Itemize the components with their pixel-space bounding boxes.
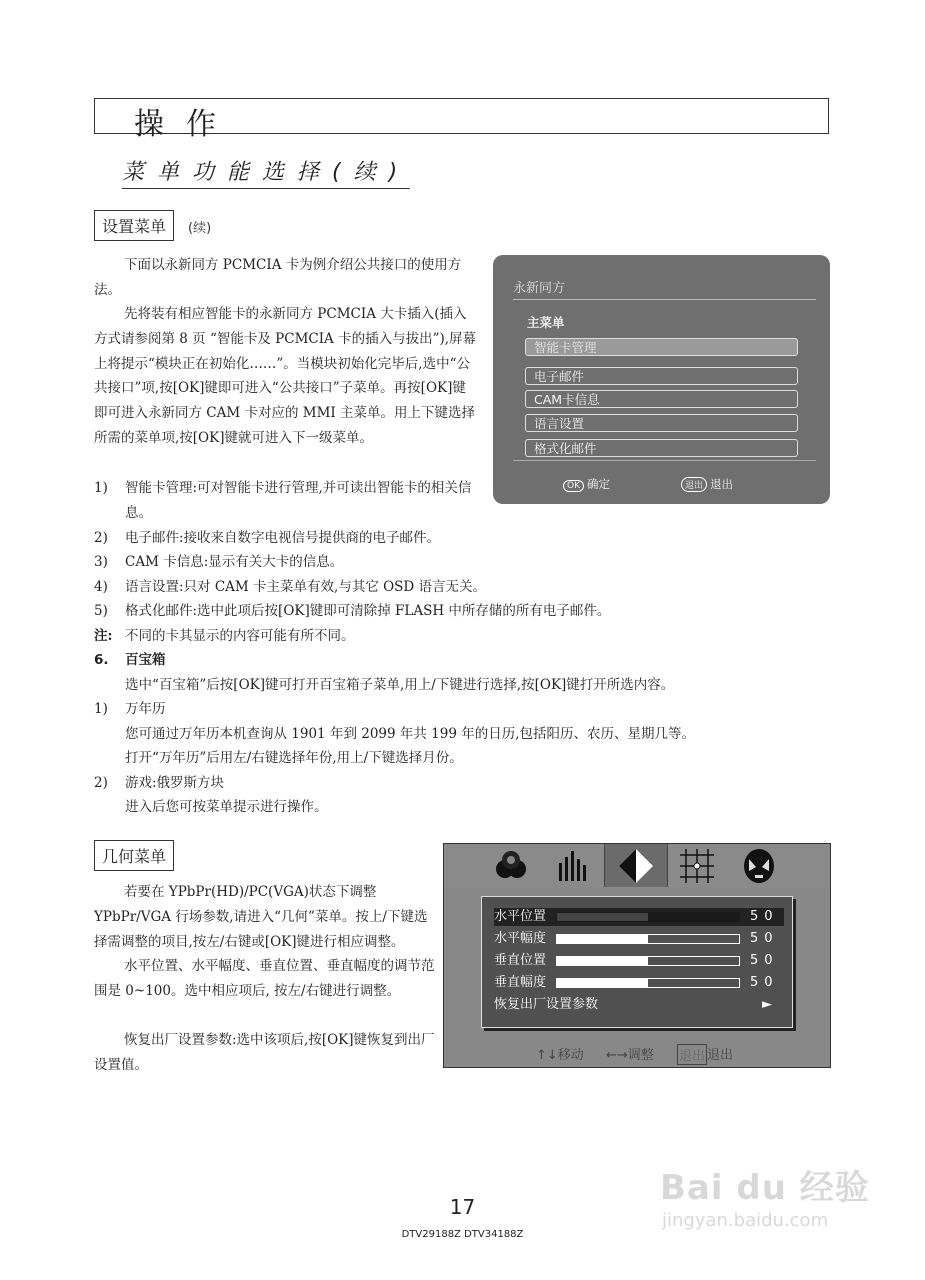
slider[interactable] — [556, 912, 740, 922]
ok-hint[interactable] — [563, 476, 610, 492]
geometry-paragraph-3: 恢复出厂设置参数:选中该项后,按[OK]键恢复到出厂设置值。 — [94, 1032, 435, 1073]
section-6-title: 百宝箱 — [125, 652, 166, 668]
cam-item-email[interactable]: 电子邮件 — [525, 367, 798, 385]
cam-submenu-title: 主菜单 — [527, 315, 565, 330]
exit-hint: 退出 — [707, 1048, 734, 1063]
row-label: 恢复出厂设置参数 — [494, 997, 599, 1012]
geometry-paragraph-2: 水平位置、水平幅度、垂直位置、垂直幅度的调节范围是 0~100。选中相应项后, 按左/右键进行调整。 — [94, 958, 435, 999]
note-label: 注: — [94, 628, 113, 644]
ok-icon: OK — [563, 480, 584, 492]
cam-item-language[interactable]: 语言设置 — [525, 414, 798, 432]
cam-item-cam-info[interactable]: CAM卡信息 — [525, 390, 798, 408]
slider-fill — [557, 913, 648, 921]
intro-paragraph-1: 下面以永新同方 PCMCIA 卡为例介绍公共接口的使用方法。 — [94, 257, 462, 298]
item-num: 2) — [94, 530, 108, 546]
geometry-icon[interactable] — [604, 844, 668, 887]
item-num: 1) — [94, 480, 108, 496]
slider[interactable] — [556, 978, 740, 988]
adjust-hint: ←→调整 — [606, 1048, 654, 1063]
slider-fill — [557, 935, 648, 943]
row-label: 水平位置 — [494, 909, 547, 924]
sub1-num: 1) — [94, 701, 108, 717]
slider-fill — [557, 979, 648, 987]
geometry-menu-screen — [443, 843, 831, 1068]
cam-screen-title: 永新同方 — [513, 281, 566, 296]
exit-icon: 退出 — [681, 477, 707, 492]
list-item: 语言设置:只对 CAM 卡主菜单有效,与其它 OSD 语言无关。 — [125, 579, 487, 595]
row-h-size[interactable] — [494, 930, 784, 948]
row-label: 垂直位置 — [494, 953, 547, 968]
geometry-paragraph-1: 若要在 YPbPr(HD)/PC(VGA)状态下调整 YPbPr/VGA 行场参数,请进入“几何”菜单。按上/下键选择需调整的项目,按左/右键或[OK]键进行相应调整。 — [94, 884, 428, 950]
note-text: 不同的卡其显示的内容可能有所不同。 — [125, 628, 355, 644]
row-h-position[interactable] — [494, 908, 784, 926]
page-number: 17 — [449, 1195, 476, 1219]
row-value: 50 — [750, 931, 779, 946]
row-value: 50 — [750, 909, 779, 924]
sub1-title: 万年历 — [125, 701, 166, 717]
row-v-position[interactable] — [494, 952, 784, 970]
list-item: 格式化邮件:选中此项后按[OK]键即可清除掉 FLASH 中所存储的所有电子邮件。 — [125, 603, 611, 619]
watermark-logo: Bai du 经验 — [660, 1168, 870, 1208]
exit-label: 退出 — [710, 477, 734, 491]
item-num: 3) — [94, 554, 108, 570]
item-num: 5) — [94, 603, 108, 619]
row-v-size[interactable] — [494, 974, 784, 992]
row-label: 垂直幅度 — [494, 975, 547, 990]
section-title: 菜单功能选择(续) — [122, 155, 410, 189]
settings-menu-label: 设置菜单 — [94, 210, 174, 241]
model-number: DTV29188Z DTV34188Z — [401, 1229, 524, 1240]
geometry-menu-label: 几何菜单 — [94, 840, 174, 871]
grid-icon[interactable] — [666, 844, 728, 887]
item-num: 4) — [94, 579, 108, 595]
section-6-text: 选中“百宝箱”后按[OK]键可打开百宝箱子菜单,用上/下键进行选择,按[OK]键打开所选内容。 — [125, 677, 675, 693]
ok-label: 确定 — [587, 477, 610, 491]
divider — [513, 299, 816, 300]
watermark-url: jingyan.baidu.com — [662, 1210, 829, 1231]
cam-item-smartcard[interactable]: 智能卡管理 — [525, 338, 798, 356]
function-icon[interactable] — [728, 844, 790, 887]
picture-icon[interactable] — [480, 844, 542, 887]
slider[interactable] — [556, 934, 740, 944]
section-6-num: 6. — [94, 652, 109, 668]
divider — [513, 460, 816, 461]
slider-fill — [557, 957, 648, 965]
list-item: CAM 卡信息:显示有关大卡的信息。 — [125, 554, 344, 570]
list-item: 电子邮件:接收来自数字电视信号提供商的电子邮件。 — [125, 530, 441, 546]
exit-hint[interactable] — [681, 476, 733, 492]
sub2-title: 游戏:俄罗斯方块 — [125, 775, 225, 791]
page-title: 操作 — [134, 107, 238, 142]
cam-menu-screen — [493, 255, 830, 504]
intro-paragraph-2: 先将装有相应智能卡的永新同方 PCMCIA 大卡插入(插入方式请参阅第 8 页 “智能卡及 PCMCIA 卡的插入与拔出”),屏幕上将提示“模块正在初始化……”。当模块初始化完毕后,选中“公共接口”项,按[OK]键即可进入“公共接口”子菜单。再按[OK]键即可进入永新同方 CAM 卡对应的 MMI 主菜单。用上下键选择所需的菜单项,按[OK]键就可进入下一级菜单。 — [94, 306, 477, 446]
sub1-text-1: 您可通过万年历本机查询从 1901 年到 2099 年共 199 年的日历,包括阳历、农历、星期几等。 — [125, 726, 696, 742]
row-label: 水平幅度 — [494, 931, 547, 946]
row-value: 50 — [750, 975, 779, 990]
sub2-num: 2) — [94, 775, 108, 791]
icon-bar — [444, 844, 829, 888]
sub1-text-2: 打开“万年历”后用左/右键选择年份,用上/下键选择月份。 — [125, 750, 463, 766]
geometry-panel — [481, 896, 793, 1028]
sound-icon[interactable] — [542, 844, 604, 887]
exit-key-badge[interactable]: 退出 — [677, 1044, 707, 1065]
list-item: 智能卡管理:可对智能卡进行管理,并可读出智能卡的相关信息。 — [125, 480, 472, 521]
row-factory-reset[interactable] — [494, 996, 784, 1014]
slider[interactable] — [556, 956, 740, 966]
row-value: 50 — [750, 953, 779, 968]
chevron-right-icon: ► — [762, 997, 778, 1012]
move-hint: ↑↓移动 — [536, 1048, 584, 1063]
cam-item-format-mail[interactable]: 格式化邮件 — [525, 439, 798, 457]
settings-menu-suffix: (续) — [188, 221, 212, 236]
sub2-text: 进入后您可按菜单提示进行操作。 — [125, 799, 328, 815]
